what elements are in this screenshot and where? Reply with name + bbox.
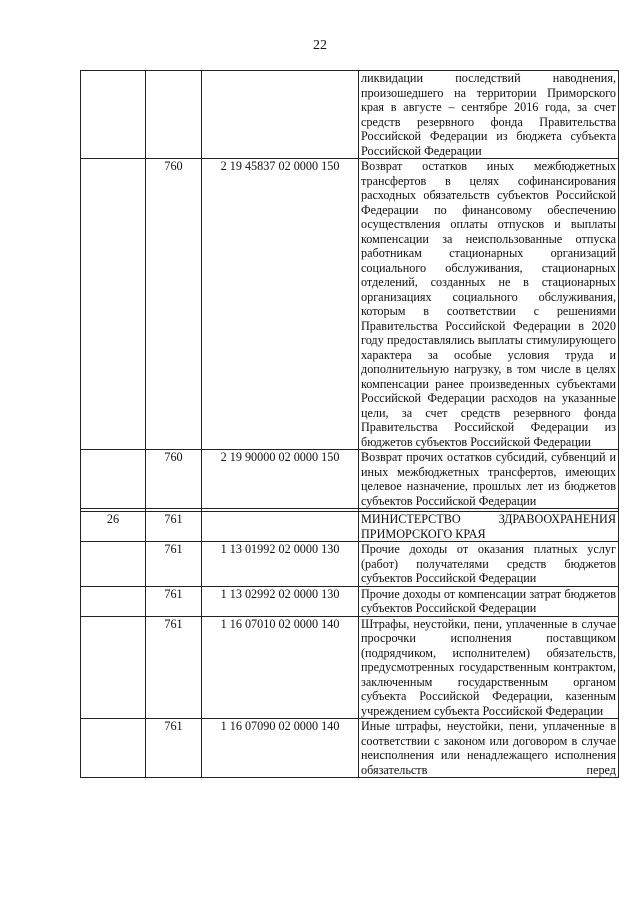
- table-row: [81, 159, 619, 450]
- revenue-code: 1 16 07090 02 0000 140: [202, 719, 359, 778]
- administrator-code: 761: [146, 542, 202, 587]
- row-number: [81, 450, 146, 509]
- revenue-code: 1 13 02992 02 0000 130: [202, 586, 359, 616]
- table-row: [81, 719, 619, 778]
- revenue-code: 2 19 90000 02 0000 150: [202, 450, 359, 509]
- row-number: [81, 586, 146, 616]
- revenue-name: Штрафы, неустойки, пени, уплаченные в случае просрочки исполнения поставщиком (подрядчиком, исполнителем) обязательств, предусмотренных государственным контрактом, заключенным государственным органом субъекта Российской Федерации, казенным учреждением субъекта Российской Федерации: [359, 616, 619, 719]
- revenue-name: Прочие доходы от компенсации затрат бюджетов субъектов Российской Федерации: [359, 586, 619, 616]
- revenue-name: Иные штрафы, неустойки, пени, уплаченные в соответствии с законом или договором в случае неисполнения или ненадлежащего исполнения обязательств перед: [359, 719, 619, 778]
- revenue-name: ликвидации последствий наводнения, произошедшего на территории Приморского края в августе – сентябре 2016 года, за счет средств резервного фонда Правительства Российской Федерации из бюджета субъекта Российской Федерации: [359, 71, 619, 159]
- revenue-name: МИНИСТЕРСТВО ЗДРАВООХРАНЕНИЯ ПРИМОРСКОГО КРАЯ: [359, 512, 619, 542]
- revenue-code: 2 19 45837 02 0000 150: [202, 159, 359, 450]
- table-row: [81, 586, 619, 616]
- row-number: [81, 71, 146, 159]
- row-number: [81, 159, 146, 450]
- administrator-code: 761: [146, 512, 202, 542]
- table-row: [81, 512, 619, 542]
- administrator-code: 761: [146, 586, 202, 616]
- row-number: [81, 542, 146, 587]
- administrator-code: [146, 71, 202, 159]
- administrator-code: 761: [146, 616, 202, 719]
- revenue-name: Возврат остатков иных межбюджетных трансфертов в целях софинансирования расходных обязательств субъектов Российской Федерации по финансовому обеспечению осуществления оплаты отпусков и выплаты компенсации за неиспользованные отпуска работникам стационарных организаций социального обслуживания, стационарных отделений, созданных не в стационарных организациях социального обслуживания, которым в соответствии с решениями Правительства Российской Федерации в 2020 году предоставлялись выплаты стимулирующего характера за особые условия труда и дополнительную нагрузку, в том числе в целях компенсации ранее произведенных субъектами Российской Федерации расходов на указанные цели, за счет средств резервного фонда Правительства Российской Федерации из бюджетов субъектов Российской Федерации: [359, 159, 619, 450]
- table-row: [81, 71, 619, 159]
- administrator-code: 760: [146, 450, 202, 509]
- revenue-code: 1 13 01992 02 0000 130: [202, 542, 359, 587]
- revenue-code: [202, 512, 359, 542]
- revenue-name: Возврат прочих остатков субсидий, субвенций и иных межбюджетных трансфертов, имеющих целевое назначение, прошлых лет из бюджетов субъектов Российской Федерации: [359, 450, 619, 509]
- table-row: [81, 542, 619, 587]
- row-number: [81, 719, 146, 778]
- revenue-name: Прочие доходы от оказания платных услуг (работ) получателями средств бюджетов субъектов Российской Федерации: [359, 542, 619, 587]
- row-number: [81, 616, 146, 719]
- row-number: 26: [81, 512, 146, 542]
- administrator-code: 760: [146, 159, 202, 450]
- revenue-code: [202, 71, 359, 159]
- table-row: [81, 616, 619, 719]
- page-number: 22: [313, 38, 327, 53]
- table-row: [81, 450, 619, 509]
- administrator-code: 761: [146, 719, 202, 778]
- revenue-code: 1 16 07010 02 0000 140: [202, 616, 359, 719]
- revenue-codes-table: [80, 70, 619, 778]
